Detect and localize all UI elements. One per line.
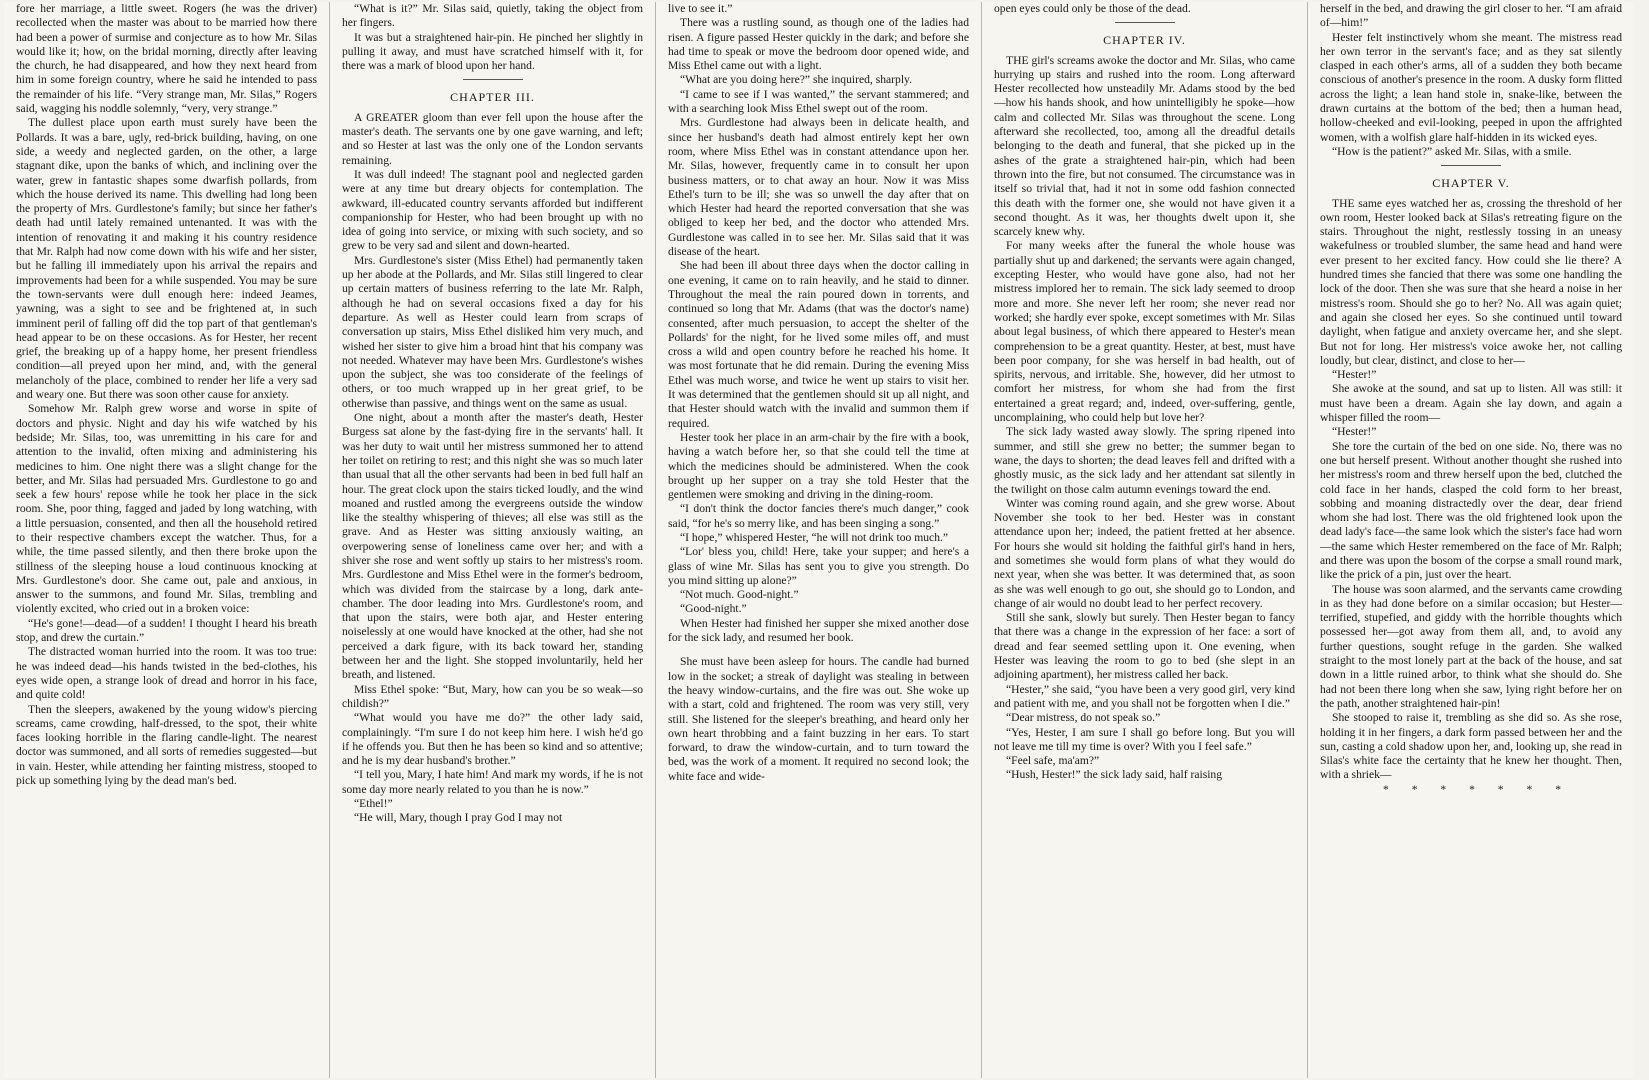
paragraph: “Yes, Hester, I am sure I shall go before long. But you will not leave me till my time is over? With you I feel safe.”: [994, 725, 1295, 753]
paragraph: The house was soon alarmed, and the servants came crowding in as they had done before on a similar occasion; but Hester—terrified, stupefied, and giddy with the horrible thoughts which possessed her—got away from them all, and, to avoid any further questions, sought refuge in the garden. She walked straight to the most lonely part at the back of the house, and sat down in a little ruined arbor, to think what she should do. She had not been there long when she saw, lying right before her on the path, another straightened hair-pin!: [1320, 582, 1622, 710]
paragraph: Winter was coming round again, and she grew worse. About November she took to her bed. Hester was in constant attendance upon her; indeed, the patient fretted at her absence. For hours she would sit holding the faithful girl's hand in hers, and sometimes she would form plans of what they would do next year, when she was better. It was determined that, as soon as she was well enough to go out, she should go to London, and change of air would no doubt lead to her perfect recovery.: [994, 496, 1295, 610]
paragraph: She awoke at the sound, and sat up to listen. All was still: it must have been a dream. Again she lay down, and again a whisper filled the room—: [1320, 382, 1622, 425]
chapter-heading: CHAPTER V.: [1432, 176, 1510, 191]
paragraph: “Hester!”: [1332, 425, 1377, 439]
paragraph: It was dull indeed! The stagnant pool and neglected garden were at any time but dreary objects for contemplation. The awkward, ill-educated country servants afforded but indifferent companionship for Hester, who had been brought up with no idea of going into service, or mixing with such society, and so grew to be very sad and silent and down-hearted.: [342, 167, 643, 253]
paragraph: “I hope,” whispered Hester, “he will not drink too much.”: [680, 530, 949, 544]
paragraph: Mrs. Gurdlestone's sister (Miss Ethel) had permanently taken up her abode at the Pollards, and Mr. Silas still lingered to clear up certain matters of business referring to the late Mr. Ralph, although he had on several occasions fixed a day for his departure. As well as Hester could learn from scraps of conversation up stairs, Miss Ethel disliked him very much, and wished her sister to give him a broad hint that his company was not needed. Whatever may have been Mrs. Gurdlestone's wishes upon the subject, she was too considerate of the feelings of others, or too much wrapped up in her great grief, to be otherwise than passive, and things went on the same as usual.: [342, 253, 643, 410]
paragraph: “Ethel!”: [354, 797, 393, 811]
paragraph: “Hester,” she said, “you have been a very good girl, very kind and patient with me, and you shall not be forgotten when I die.”: [994, 682, 1295, 710]
paragraph: herself in the bed, and drawing the girl closer to her. “I am afraid of—him!”: [1320, 2, 1622, 30]
paragraph: “How is the patient?” asked Mr. Silas, with a smile.: [1332, 144, 1572, 158]
chapter-rule: [463, 79, 523, 80]
text-column-5: [1308, 2, 1634, 1078]
paragraph: Hester felt instinctively whom she meant. The mistress read her own terror in the servant's face; and as they sat silently clasped in each other's arms, all of a sudden they both became conscious of another's presence in the room. A dusky form flitted across the light; a lean hand stole in, snake-like, between the drawn curtains at the bottom of the bed; then a human head, hollow-cheeked and evil-looking, peeped in upon the affrighted women, with a wolfish glare half-hidden in its wicked eyes.: [1320, 30, 1622, 144]
paragraph: A GREATER gloom than ever fell upon the house after the master's death. The servants one by one gave warning, and left; and so Hester at last was the only one of the London servants remaining.: [342, 110, 643, 167]
paragraph: She tore the curtain of the bed on one side. No, there was no one but herself present. Without another thought she rushed into her mistress's room and threw herself upon the bed, clutched the cold face in her hands, clasped the cold form to her breast, sobbing and moaning distractedly over the dear, dear friend whom she had lost. There was the old frightened look upon the dead lady's face—the same look which the sister's face had worn—the same which Hester remembered on the face of Mr. Ralph; and there was upon the bosom of the corpse a small round mark, like the prick of a pin, just over the heart.: [1320, 439, 1622, 582]
paragraph: “He's gone!—dead—of a sudden! I thought I heard his breath stop, and drew the curtain.”: [16, 616, 317, 645]
paragraph: Still she sank, slowly but surely. Then Hester began to fancy that there was a change in the expression of her face: a sort of dread and fear seemed settling upon it. One evening, when Hester was leaving the room to go to bed (she slept in an adjoining apartment), her mistress called her back.: [994, 611, 1295, 682]
chapter-rule: [1441, 165, 1501, 166]
paragraph: Hester took her place in an arm-chair by the fire with a book, having a watch before her, so that she could tell the time at which the medicines should be administered. When the cook brought up her supper on a tray she told Hester that the gentlemen were smoking and driving in the dining-room.: [668, 430, 969, 502]
paragraph: “Hush, Hester!” the sick lady said, half raising: [1006, 768, 1223, 782]
paragraph: She had been ill about three days when the doctor calling in one evening, it came on to rain heavily, and he staid to dinner. Throughout the meal the rain poured down in torrents, and continued so long that Mr. Adams (that was the doctor's name) consented, after much persuasion, to accept the shelter of the Pollards' for the night, for he lived some miles off, and must cross a wild and open country before he reached his home. It was most fortunate that he did remain. During the evening Miss Ethel was much worse, and twice he went up stairs to visit her. It was determined that the gentlemen should sit up all night, and that Hester should watch with the invalid and summon them if required.: [668, 259, 969, 430]
paragraph: “I came to see if I was wanted,” the servant stammered; and with a searching look Miss Ethel swept out of the room.: [668, 87, 969, 116]
chapter-heading: CHAPTER III.: [450, 90, 535, 105]
paragraph: She must have been asleep for hours. The candle had burned low in the socket; a streak of daylight was stealing in between the heavy window-curtains, and the fire was out. She woke up with a start, cold and frightened. The room was very still, very still. She listened for the sleeper's breathing, and heard only her own heart throbbing and a faint buzzing in her ears. To start forward, to draw the window-curtain, and to turn toward the bed, was the work of a moment. It required no second look; the white face and wide-: [668, 655, 969, 783]
paragraph: Miss Ethel spoke: “But, Mary, how can you be so weak—so childish?”: [342, 682, 643, 710]
text-column-3: [656, 2, 982, 1078]
paragraph: “I don't think the doctor fancies there's much danger,” cook said, “for he's so merry like, and has been singing a song.”: [668, 502, 969, 530]
paragraph: “He will, Mary, though I pray God I may not: [354, 811, 563, 825]
paragraph: “Lor' bless you, child! Here, take your supper; and here's a glass of wine Mr. Silas has sent you to give you strength. Do you mind sitting up alone?”: [668, 545, 969, 587]
paragraph: THE girl's screams awoke the doctor and Mr. Silas, who came hurrying up stairs and rushed into the room. Long afterward Hester recollected how unsteadily Mr. Adams stood by the bed—how his hands shook, and how unintelligibly he spoke—how calm and collected Mr. Silas was throughout the scene. Long afterward she recollected, too, among all the dreadful details belonging to the death and funeral, that she picked up in the ashes of the grate a straightened hair-pin, which had been thrown into the fire, but not consumed. The circumstance was in itself so trivial that, had it not in some odd fashion connected this death with the former one, she would not have given it a second thought. As it was, her thoughts dwelt upon it, she scarcely knew why.: [994, 53, 1295, 239]
paragraph: Then the sleepers, awakened by the young widow's piercing screams, came crowding, half-dressed, to the spot, their white faces looking horrible in the flaring candle-light. The nearest doctor was summoned, and all sorts of remedies suggested—but in vain. Hester, while attending her fainting mistress, stooped to pick up something lying by the dead man's bed.: [16, 702, 317, 788]
text-column-1: [4, 2, 330, 1078]
paragraph: One night, about a month after the master's death, Hester Burgess sat alone by the fast-dying fire in the servants' hall. It was her duty to wait until her mistress summoned her to attend her toilet on retiring to rest; and this night she was so much later than usual that all the other servants had been in bed full half an hour. The great clock upon the stairs ticked loudly, and the wind moaned and rustled among the evergreens outside the window like the stealthy whispering of thieves; all else was still as the grave. And as Hester was sitting anxiously waiting, an overpowering sense of loneliness came over her; and with a shiver she rose and went softly up stairs to her mistress's room. Mrs. Gurdlestone and Miss Ethel were in the former's bedroom, which was divided from the staircase by a long, dark ante-chamber. The door leading into Mrs. Gurdlestone's room, and that upon the stairs, were both ajar, and Hester entering noiselessly at one would have knocked at the other, had she not perceived a dark figure, with its back toward her, standing between her and the light. She stopped involuntarily, held her breath, and listened.: [342, 411, 643, 682]
section-break: [668, 645, 969, 655]
paragraph: “What is it?” Mr. Silas said, quietly, taking the object from her fingers.: [342, 2, 643, 30]
paragraph: It was but a straightened hair-pin. He pinched her slightly in pulling it away, and must have scratched himself with it, for there was a mark of blood upon her hand.: [342, 30, 643, 73]
paragraph: fore her marriage, a little sweet. Rogers (he was the driver) recollected when the master was about to be married how there had been a power of surmise and conjecture as to how Mr. Silas would like it; how, on the bridal morning, directly after leaving the church, he had disappeared, and how they next heard from him in some foreign country, where he said he intended to pass the remainder of his life. “Very strange man, Mr. Silas,” Rogers said, wagging his noddle solemnly, “very, very strange.”: [16, 2, 317, 116]
paragraph: “Hester!”: [1332, 368, 1377, 382]
paragraph: THE same eyes watched her as, crossing the threshold of her own room, Hester looked back at Silas's retreating figure on the stairs. Throughout the night, restlessly tossing in an uneasy wakefulness or troubled slumber, the same head and hand were ever present to her excited fancy. How could she lie there? A hundred times she fancied that there was some one handling the lock of the door. Then she was sure that she heard a noise in her mistress's room. Should she go to her? No. All was again quiet; and again she closed her eyes. So she continued until toward daylight, when fatigue and anxiety overcame her, and she slept. But not for long. Her mistress's voice awoke her, not calling loudly, but clear, distinct, and close to her—: [1320, 196, 1622, 367]
text-column-4: [982, 2, 1308, 1078]
paragraph: Mrs. Gurdlestone had always been in delicate health, and since her husband's death had almost entirely kept her own room, where Miss Ethel was in constant attendance upon her. Mr. Silas, however, frequently came in to consult her upon business matters, or to chat away an hour. Now it was Miss Ethel's turn to be ill; she was so unwell the day after that on which Hester had heard the reported conversation that she was obliged to keep her bed, and the doctor who attended Mrs. Gurdlestone was called in to see her. Mr. Silas said that it was disease of the heart.: [668, 116, 969, 259]
section-stars: * * * * * * *: [1383, 782, 1571, 796]
paragraph: When Hester had finished her supper she mixed another dose for the sick lady, and resumed her book.: [668, 616, 969, 645]
paragraph: The dullest place upon earth must surely have been the Pollards. It was a bare, ugly, red-brick building, having, on one side, a weedy and neglected garden, on the other, a large stagnant dike, upon the banks of which, and inclining over the water, grew in fantastic shapes some dwarfish pollards, from which the house derived its name. This dwelling had long been the property of Mrs. Gurdlestone's family; but since her father's death had until lately remained untenanted. It was with the intention of renovating it and making it his country residence that Mr. Ralph had now come down with his wife and her sister, but he falling ill immediately upon his arrival the repairs and improvements had been for a while suspended. You may be sure the town-servants were dull enough here: indeed Jeames, yawning, was a sight to see and be frightened at, in such imminent peril of falling off did the top part of that gentleman's head appear to be on these occasions. As for Hester, her recent grief, the breaking up of a happy home, her present friendless condition—all preyed upon her mind, and, with the general melancholy of the place, combined to render her life a very sad and weary one. But there was soon other cause for anxiety.: [16, 116, 317, 402]
chapter-heading: CHAPTER IV.: [1103, 33, 1186, 48]
paragraph: open eyes could only be those of the dead.: [994, 2, 1191, 15]
paragraph: “Not much. Good-night.”: [680, 588, 799, 602]
paragraph: She stooped to raise it, trembling as she did so. As she rose, holding it in her fingers, a dark form passed between her and the sun, casting a cold shadow upon her, and, looking up, she read in Silas's white face the certainty that he knew her thought. Then, with a shriek—: [1320, 711, 1622, 782]
paragraph: “Dear mistress, do not speak so.”: [1006, 711, 1161, 725]
paragraph: There was a rustling sound, as though one of the ladies had risen. A figure passed Hester quickly in the dark; and before she had time to speak or move the bedroom door opened wide, and Miss Ethel came out with a light.: [668, 16, 969, 73]
paragraph: “Good-night.”: [680, 602, 747, 616]
chapter-rule: [1115, 22, 1175, 23]
paragraph: The sick lady wasted away slowly. The spring ripened into summer, and still she grew no better; the summer began to wane, the days to shorten; the dead leaves fell and drifted with a ghostly music, as the sick lady and her attendant sat silently in the twilight on those calm autumn evenings toward the end.: [994, 425, 1295, 496]
paragraph: “What would you have me do?” the other lady said, complainingly. “I'm sure I do not keep him here. I wish he'd go if he offends you. But then he has been so kind and so attentive; and he is my dear husband's brother.”: [342, 711, 643, 768]
paragraph: “What are you doing here?” she inquired, sharply.: [680, 73, 912, 87]
paragraph: “Feel safe, ma'am?”: [1006, 754, 1100, 768]
paragraph: The distracted woman hurried into the room. It was too true: he was indeed dead—his hands twisted in the bed-clothes, his eyes wide open, a strange look of dread and horror in his face, and quite cold!: [16, 645, 317, 702]
paragraph: Somehow Mr. Ralph grew worse and worse in spite of doctors and physic. Night and day his wife watched by his bedside; Mr. Silas, too, was unremitting in his care for and attention to the invalid, often mixing and administering his medicines to him. One night there was a slight change for the better, and Mr. Silas had persuaded Mrs. Gurdlestone to go and seek a few hours' repose while he took her place in the sick room. She, poor thing, fagged and jaded by long watching, with a little persuasion, consented, and then all the household retired to their respective chambers except the watcher. Thus, for a while, the time passed silently, and then there broke upon the stillness of the sleeping house a loud continuous knocking at Mrs. Gurdlestone's door. She came out, pale and anxious, in answer to the summons, and found Mr. Silas, trembling and violently excited, who cried out in a broken voice:: [16, 402, 317, 616]
paragraph: live to see it.”: [668, 2, 733, 15]
paragraph: For many weeks after the funeral the whole house was partially shut up and darkened; the servants were again changed, excepting Hester, who would have gone also, had not her mistress implored her to remain. The sick lady seemed to droop more and more. She never left her room; she never read nor worked; she hardly ever spoke, except sometimes with Mr. Silas about legal business, of which there appeared to Hester's mean comprehension to be a great quantity. Hester, at best, must have been poor company, for she was herself in bad health, out of spirits, nervous, and irritable. She, however, did her utmost to comfort her mistress, for whom she had from the first entertained a great regard; and, indeed, over-suffering, gentle, uncomplaining, who could help but love her?: [994, 239, 1295, 425]
paragraph: “I tell you, Mary, I hate him! And mark my words, if he is not some day more nearly related to you than he is now.”: [342, 768, 643, 796]
text-column-2: [330, 2, 656, 1078]
